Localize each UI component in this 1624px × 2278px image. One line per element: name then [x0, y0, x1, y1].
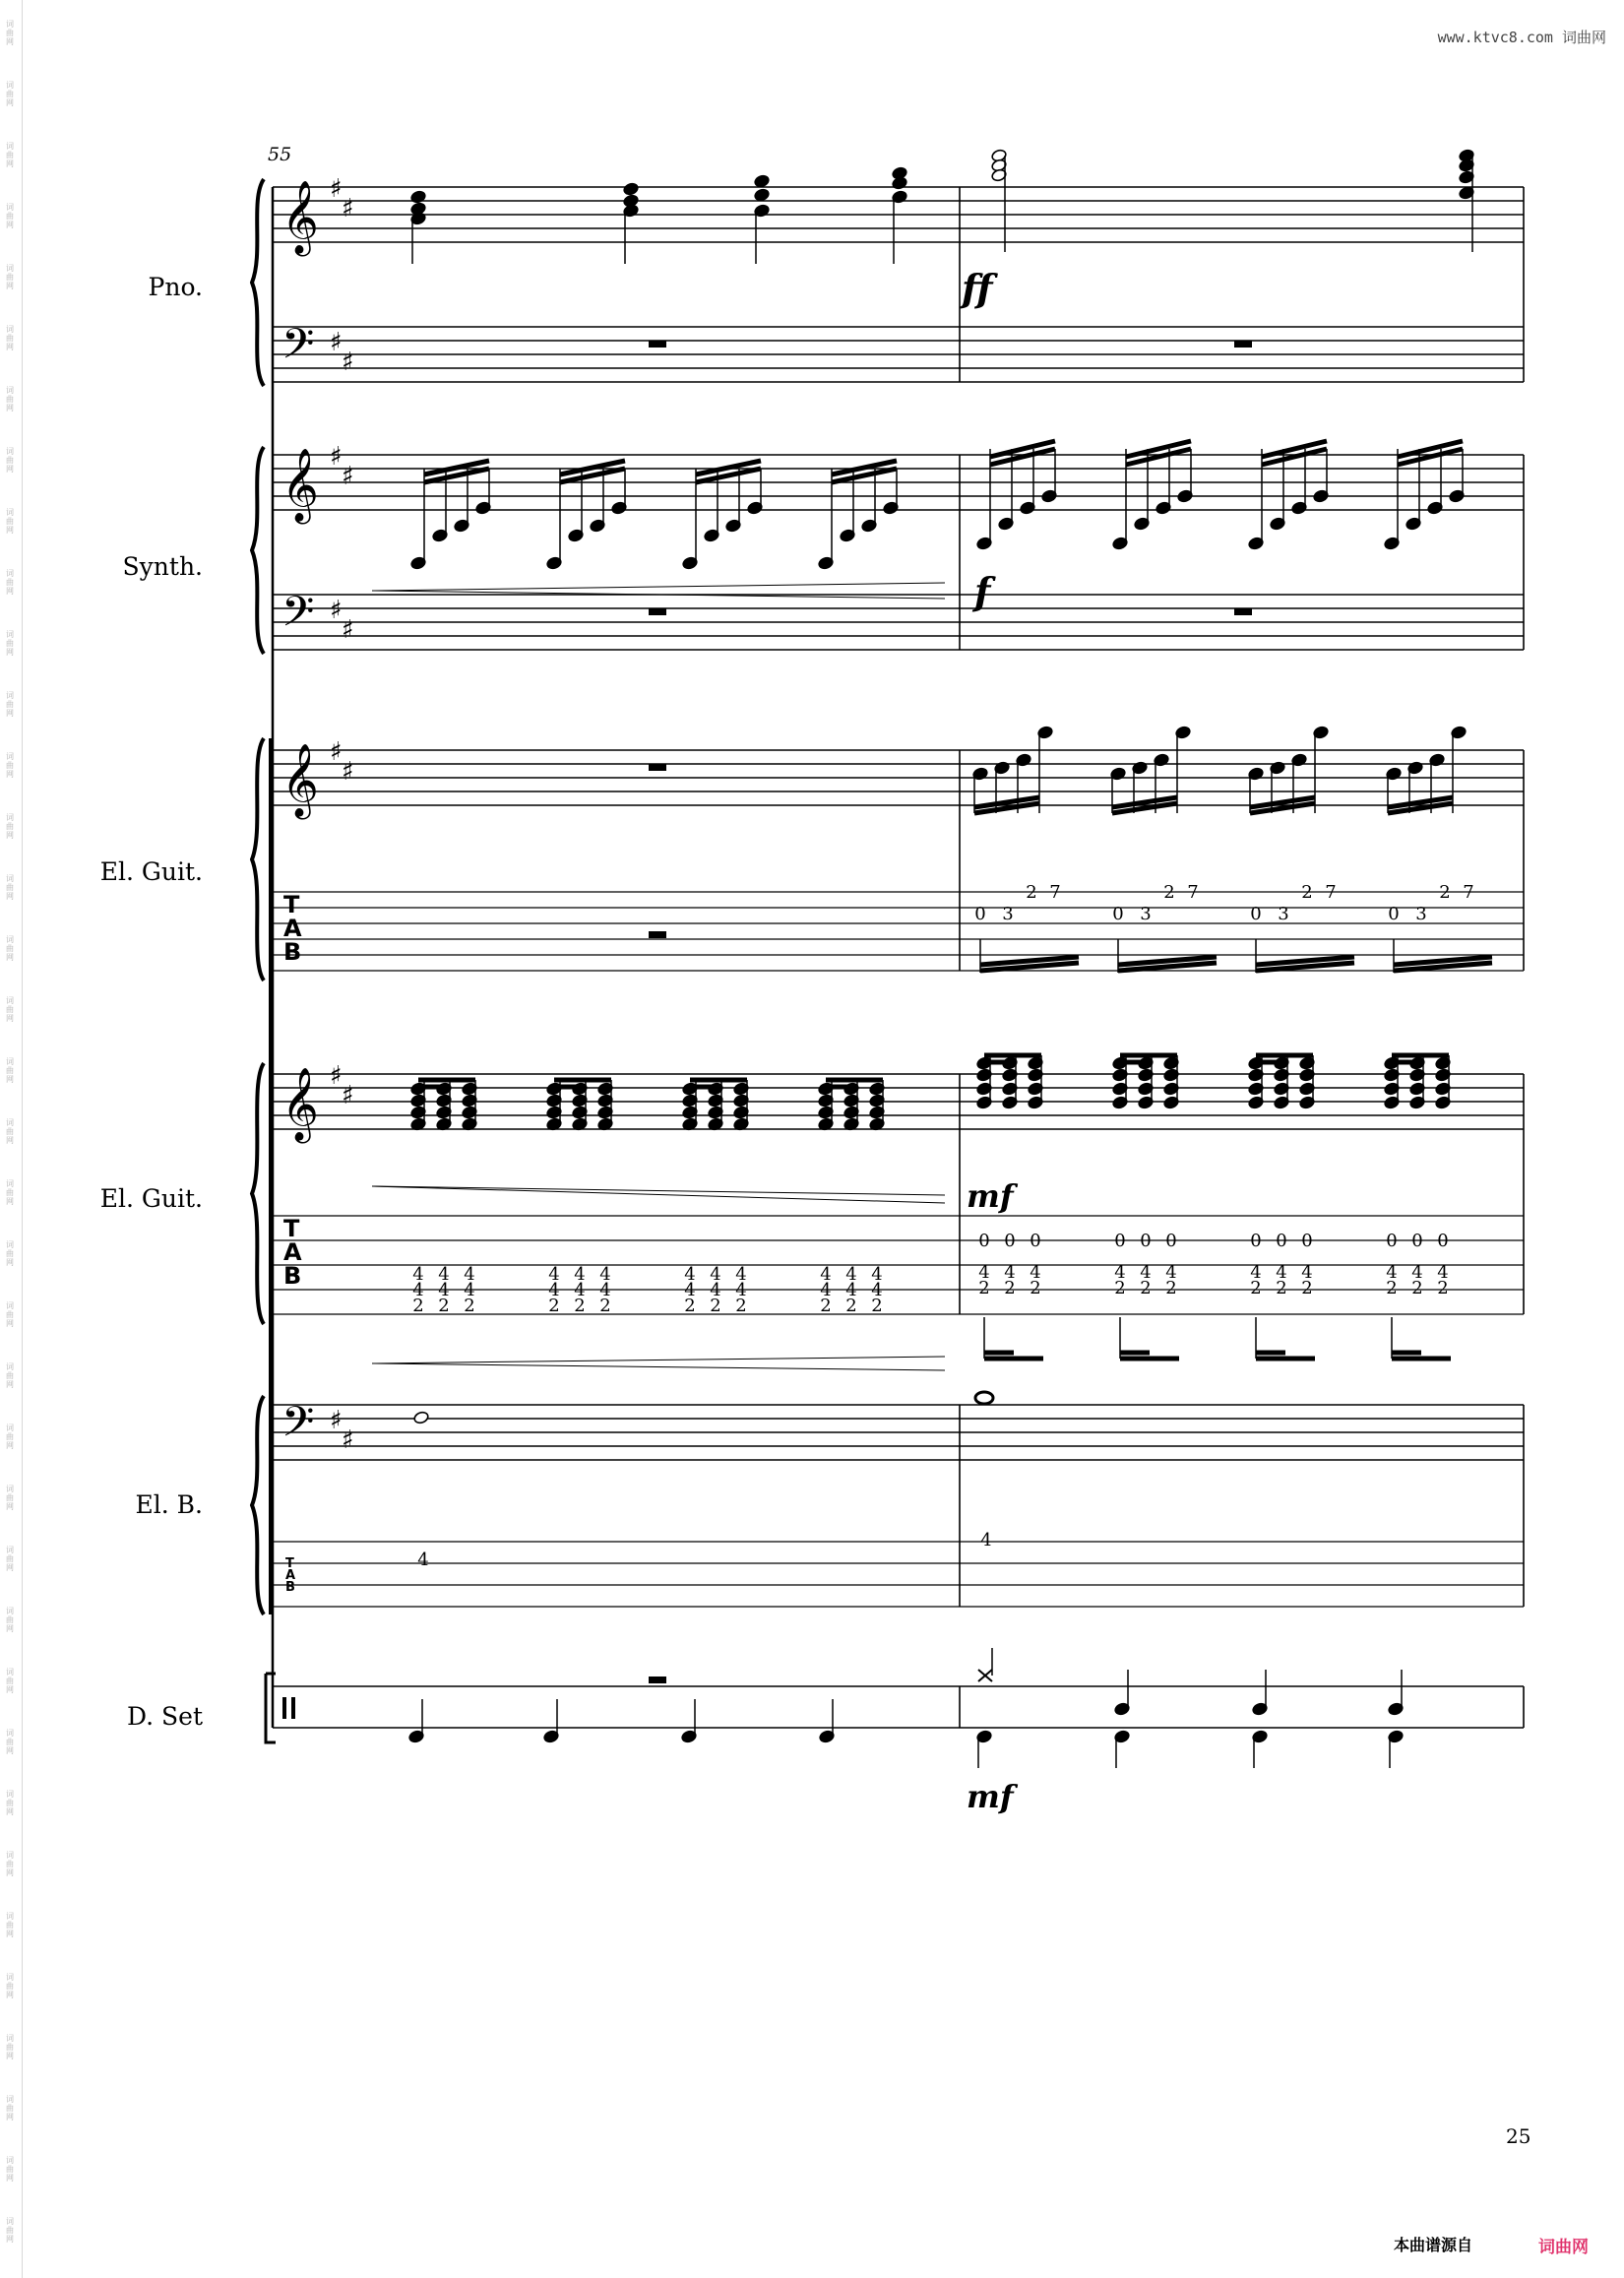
- tab-number: 4: [412, 1264, 424, 1285]
- notes: [372, 149, 1492, 1768]
- bass-clef: 𝄢: [281, 588, 315, 647]
- treble-clef: 𝄞: [281, 1068, 319, 1141]
- tab-number: 2: [978, 1278, 990, 1298]
- whole-rest: [649, 764, 666, 771]
- tab-number: 4: [871, 1280, 883, 1300]
- margin-watermark-text: 词 曲 网: [6, 1424, 14, 1450]
- tab-number: 7: [1187, 882, 1199, 903]
- margin-watermark-text: 词 曲 网: [6, 1607, 14, 1633]
- dynamic-mf-guitar: mf: [967, 1177, 1014, 1215]
- sharp-key-signature: ♯: [330, 328, 343, 357]
- tab-number: 3: [1278, 904, 1289, 924]
- margin-watermark-text: 词 曲 网: [6, 1118, 14, 1145]
- tab-number: 4: [735, 1264, 747, 1285]
- instrument-label-guitar-2: El. Guit.: [99, 1184, 203, 1213]
- tab-number: 4: [845, 1264, 857, 1285]
- tab-number: 4: [820, 1264, 832, 1285]
- margin-watermark-text: 词 曲 网: [6, 20, 14, 46]
- tab-number: 4: [684, 1264, 696, 1285]
- tab-clef-letter: A: [283, 915, 302, 942]
- tab-number: 2: [735, 1296, 747, 1316]
- tab-number: 4: [464, 1264, 475, 1285]
- margin-watermark-text: 词 曲 网: [6, 1240, 14, 1267]
- margin-watermark-text: 词 曲 网: [6, 2156, 14, 2183]
- margin-watermark-text: 词 曲 网: [6, 1301, 14, 1328]
- tab-number: 2: [684, 1296, 696, 1316]
- tab-number: 4: [438, 1264, 450, 1285]
- tab-number: 2: [548, 1296, 560, 1316]
- tab-number: 2: [871, 1296, 883, 1316]
- tab-number: 2: [1437, 1278, 1449, 1298]
- tab-number: 2: [1301, 1278, 1313, 1298]
- sharp-key-signature: ♯: [342, 462, 354, 491]
- margin-watermark-text: 词 曲 网: [6, 1851, 14, 1877]
- tab-number: 3: [1002, 904, 1014, 924]
- tab-number: 4: [599, 1264, 611, 1285]
- tab-number: 0: [1114, 1231, 1126, 1251]
- tab-number: 4: [1386, 1262, 1398, 1283]
- margin-watermark-text: 词 曲 网: [6, 2217, 14, 2244]
- measure-number: 55: [268, 144, 292, 165]
- tab-clef-letter: A: [285, 1568, 296, 1583]
- tab-number: 4: [845, 1280, 857, 1300]
- tab-number: 4: [684, 1280, 696, 1300]
- margin-watermark-text: 词 曲 网: [6, 2034, 14, 2060]
- tab-number: 4: [1411, 1262, 1423, 1283]
- tab-number: 0: [1386, 1231, 1398, 1251]
- tab-number: 0: [1437, 1231, 1449, 1251]
- tab-number: 2: [1030, 1278, 1041, 1298]
- tab-number: 2: [820, 1296, 832, 1316]
- margin-watermark-text: 词 曲 网: [6, 996, 14, 1023]
- tab-number: 0: [1411, 1231, 1423, 1251]
- crescendo-hairpin: [372, 1186, 945, 1203]
- treble-clef: 𝄞: [281, 181, 319, 254]
- tab-clef-letter: T: [283, 891, 300, 918]
- margin-watermark-text: 词 曲 网: [6, 264, 14, 290]
- tab-number: 7: [1463, 882, 1474, 903]
- tab-number: 2: [1439, 882, 1451, 903]
- tab-number: 2: [1250, 1278, 1262, 1298]
- sharp-key-signature: ♯: [342, 194, 354, 223]
- tab-number: 4: [599, 1280, 611, 1300]
- margin-watermark-text: 词 曲 网: [6, 1668, 14, 1694]
- sharp-key-signature: ♯: [330, 596, 343, 625]
- footer-logo[interactable]: 词曲网: [1538, 2238, 1589, 2257]
- percussion-clef: [291, 1697, 295, 1719]
- margin-watermark-text: 词 曲 网: [6, 1790, 14, 1816]
- brace: [252, 447, 264, 654]
- drum-bracket: [266, 1674, 276, 1742]
- instrument-label-piano: Pno.: [148, 273, 203, 301]
- group-bracket: [269, 738, 273, 1614]
- margin-watermark-text: 词 曲 网: [6, 874, 14, 901]
- brace: [252, 179, 264, 386]
- footer-source-text: 本曲谱源自: [1394, 2236, 1473, 2254]
- tab-number: 0: [1250, 1231, 1262, 1251]
- sharp-key-signature: ♯: [330, 174, 343, 204]
- crescendo-hairpin: [372, 583, 945, 591]
- tab-number: 4: [710, 1264, 721, 1285]
- tab-number: 4: [1114, 1262, 1126, 1283]
- tab-number: 2: [1163, 882, 1175, 903]
- tab-number: 4: [820, 1280, 832, 1300]
- tab-number: 2: [1165, 1278, 1177, 1298]
- bass-clef: 𝄢: [281, 320, 315, 379]
- treble-clef: 𝄞: [281, 744, 319, 817]
- margin-watermark-text: 词 曲 网: [6, 691, 14, 718]
- instrument-label-drums: D. Set: [126, 1702, 203, 1731]
- notehead: [892, 176, 908, 190]
- percussion-clef: [282, 1697, 286, 1719]
- tab-number: 0: [978, 1231, 990, 1251]
- margin-watermark-text: 词 曲 网: [6, 1912, 14, 1938]
- tab-clef-letter: T: [283, 1215, 300, 1242]
- tab-number: 4: [1004, 1262, 1016, 1283]
- tab-number: 7: [1049, 882, 1061, 903]
- whole-rest: [1234, 341, 1252, 348]
- tab-number: 0: [1301, 1231, 1313, 1251]
- tab-number: 0: [1004, 1231, 1016, 1251]
- margin-watermark-text: 词 曲 网: [6, 1546, 14, 1572]
- tab-number: 4: [710, 1280, 721, 1300]
- tab-number: 4: [412, 1280, 424, 1300]
- margin-watermark-text: 词 曲 网: [6, 935, 14, 962]
- tab-number: 4: [871, 1264, 883, 1285]
- sharp-key-signature: ♯: [342, 757, 354, 787]
- tab-number: 4: [1276, 1262, 1287, 1283]
- crescendo-hairpin: [372, 1357, 945, 1363]
- whole-note: [975, 1392, 993, 1404]
- site-url[interactable]: www.ktvc8.com 词曲网: [1437, 29, 1606, 46]
- margin-watermark-text: 词 曲 网: [6, 1362, 14, 1389]
- tab-number: 2: [845, 1296, 857, 1316]
- tab-number: 2: [574, 1296, 586, 1316]
- tab-number: 2: [599, 1296, 611, 1316]
- sharp-key-signature: ♯: [342, 615, 354, 645]
- margin-watermark-text: 词 曲 网: [6, 325, 14, 351]
- sharp-key-signature: ♯: [342, 1081, 354, 1110]
- margin-watermark-text: 词 曲 网: [6, 2095, 14, 2121]
- brace: [252, 738, 264, 981]
- dynamic-f-synth: f: [974, 569, 991, 613]
- whole-rest: [649, 1677, 666, 1683]
- margin-watermark-text: 词 曲 网: [6, 508, 14, 535]
- page-number: 25: [1506, 2124, 1531, 2148]
- crescendo-hairpin: [372, 1363, 945, 1370]
- tab-number: 0: [1388, 904, 1400, 924]
- tab-number: 2: [1301, 882, 1313, 903]
- tab-number: 2: [710, 1296, 721, 1316]
- brace: [252, 1396, 264, 1614]
- tab-number: 4: [548, 1264, 560, 1285]
- margin-watermark-text: 词 曲 网: [6, 569, 14, 596]
- tab-number: 2: [1026, 882, 1037, 903]
- instrument-label-guitar-1: El. Guit.: [99, 857, 203, 886]
- tab-number: 2: [438, 1296, 450, 1316]
- margin-watermark-text: 词 曲 网: [6, 142, 14, 168]
- tab-number: 3: [1415, 904, 1427, 924]
- brace: [252, 1063, 264, 1324]
- tab-number: 0: [1140, 1231, 1152, 1251]
- tab-number: 4: [735, 1280, 747, 1300]
- notehead: [754, 174, 771, 188]
- tab-number: 4: [574, 1264, 586, 1285]
- tab-number: 2: [1411, 1278, 1423, 1298]
- instrument-label-bass: El. B.: [135, 1490, 203, 1519]
- tab-clef-letter: A: [283, 1238, 302, 1266]
- margin-watermark-text: 词 曲 网: [6, 1057, 14, 1084]
- margin-watermark-text: 词 曲 网: [6, 203, 14, 229]
- sharp-key-signature: ♯: [330, 737, 343, 767]
- tab-clef-letter: B: [285, 1580, 295, 1595]
- margin-watermark-text: 词 曲 网: [6, 386, 14, 412]
- tab-number: 2: [1140, 1278, 1152, 1298]
- sharp-key-signature: ♯: [342, 348, 354, 377]
- whole-rest: [649, 341, 666, 348]
- tab-number: 4: [417, 1550, 429, 1570]
- tab-number: 4: [1250, 1262, 1262, 1283]
- tab-numbers: [412, 882, 1473, 1570]
- whole-rest: [649, 608, 666, 615]
- clefs: [252, 174, 354, 1742]
- margin-watermark-text: 词 曲 网: [6, 1179, 14, 1206]
- tab-number: 4: [1140, 1262, 1152, 1283]
- tab-number: 4: [980, 1530, 992, 1550]
- notehead: [754, 188, 771, 202]
- margin-watermark-text: 词 曲 网: [6, 630, 14, 657]
- treble-clef: 𝄞: [281, 449, 319, 522]
- notehead: [623, 182, 640, 196]
- tab-number: 0: [1030, 1231, 1041, 1251]
- tab-number: 4: [1301, 1262, 1313, 1283]
- margin-watermark-text: 词 曲 网: [6, 813, 14, 840]
- tab-number: 0: [974, 904, 986, 924]
- tab-number: 2: [1114, 1278, 1126, 1298]
- tab-number: 2: [412, 1296, 424, 1316]
- tab-number: 4: [1165, 1262, 1177, 1283]
- margin-watermark-text: 词 曲 网: [6, 81, 14, 107]
- tab-number: 4: [574, 1280, 586, 1300]
- tab-number: 4: [464, 1280, 475, 1300]
- tab-number: 2: [464, 1296, 475, 1316]
- tab-number: 0: [1276, 1231, 1287, 1251]
- notehead: [413, 1411, 430, 1424]
- tab-clef-letter: T: [285, 1556, 294, 1571]
- margin-watermark-text: 词 曲 网: [6, 1485, 14, 1511]
- tab-clef-letter: B: [283, 1262, 302, 1290]
- tab-number: 0: [1250, 904, 1262, 924]
- tab-number: 3: [1140, 904, 1152, 924]
- margin-watermark-text: 词 曲 网: [6, 447, 14, 474]
- tab-number: 2: [1386, 1278, 1398, 1298]
- tab-number: 0: [1165, 1231, 1177, 1251]
- tab-number: 0: [1112, 904, 1124, 924]
- tab-number: 2: [1276, 1278, 1287, 1298]
- margin-watermark-text: 词 曲 网: [6, 752, 14, 779]
- sharp-key-signature: ♯: [330, 442, 343, 472]
- tab-number: 2: [1004, 1278, 1016, 1298]
- whole-rest: [649, 931, 666, 938]
- instrument-label-synth: Synth.: [122, 552, 203, 581]
- crescendo-hairpin: [372, 1186, 945, 1195]
- dynamic-ff-piano: ff: [962, 266, 993, 310]
- sharp-key-signature: ♯: [330, 1061, 343, 1091]
- tab-number: 4: [548, 1280, 560, 1300]
- tab-number: 4: [1030, 1262, 1041, 1283]
- margin-watermark-text: 词 曲 网: [6, 1973, 14, 1999]
- sharp-key-signature: ♯: [330, 1406, 343, 1435]
- dynamic-mf-drums: mf: [967, 1778, 1014, 1815]
- tab-number: 4: [978, 1262, 990, 1283]
- tab-number: 4: [438, 1280, 450, 1300]
- tab-number: 4: [1437, 1262, 1449, 1283]
- tab-number: 7: [1325, 882, 1337, 903]
- sharp-key-signature: ♯: [342, 1425, 354, 1455]
- notehead: [410, 190, 427, 204]
- bass-clef: 𝄢: [281, 1398, 315, 1457]
- whole-rest: [1234, 608, 1252, 615]
- margin-watermark-text: 词 曲 网: [6, 1729, 14, 1755]
- tab-clef-letter: B: [283, 938, 302, 966]
